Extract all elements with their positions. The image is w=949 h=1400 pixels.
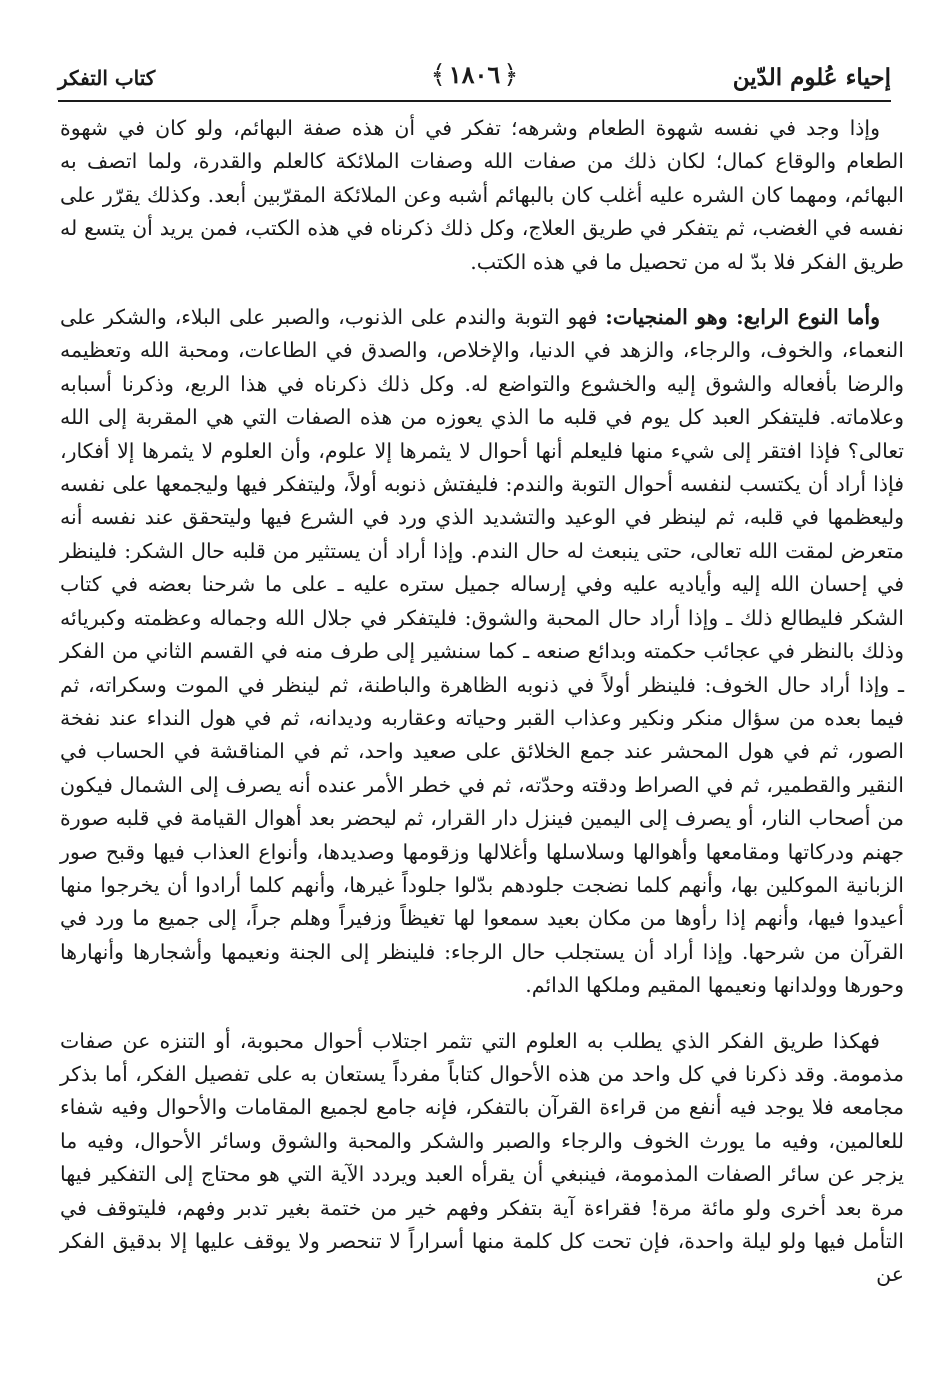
paragraph-heading: وأما النوع الرابع: وهو المنجيات: <box>605 305 881 330</box>
page-number: ١٨٠٦ <box>448 60 501 89</box>
paragraph-text: فهو التوبة والندم على الذنوب، والصبر على البلاء، والشكر على النعماء، والخوف، والرجاء، والزهد في الدنيا، والإخلاص، والصدق في الطاعات، ومحبة الله وتعظيمه والرضا بأفعاله والشوق إليه والخشوع والتواضع له. وكل ذلك ذكرناه في هذا الربع، وذكرنا أسبابه وعلاماته. فليتفكر العبد كل يوم في قلبه ما الذي يعوزه من هذه الصفات التي هي المقربة إلى الله تعالى؟ فإذا افتقر إلى شيء منها فليعلم أنها أحوال لا يثمرها إلا علوم، وأن العلوم لا يثمرها إلا أفكار، فإذا أراد أن يكتسب لنفسه أحوال التوبة والندم: فليفتش ذنوبه أولاً، وليتفكر فيها وليجمعها على نفسه وليعظمها في قلبه، ثم لينظر في الوعيد والتشديد الذي ورد في الشرع فيها وليتحقق عند نفسه أنه متعرض لمقت الله تعالى، حتى ينبعث له حال الندم. وإذا أراد أن يستثير من قلبه حال الشكر: فلينظر في إحسان الله إليه وأياديه عليه وفي إرساله جميل ستره عليه ـ على ما شرحنا بعضه في كتاب الشكر فليطالع ذلك ـ وإذا أراد حال المحبة والشوق: فليتفكر في جلال الله وجماله وعظمته وكبريائه وذلك بالنظر في عجائب حكمته وبدائع صنعه ـ كما سنشير إلى طرف منه في القسم الثاني من الفكر ـ وإذا أراد حال الخوف: فلينظر أولاً في ذنوبه الظاهرة والباطنة، ثم لينظر في الموت وسكراته، ثم فيما بعده من سؤال منكر ونكير وعذاب القبر وحياته وعقاربه وديدانه، ثم في هول النداء عند نفخة الصور، ثم في هول المحشر عند جمع الخلائق على صعيد واحد، ثم في المناقشة في الحساب في النقير والقطمير، ثم في الصراط ودقته وحدّته، ثم في خطر الأمر عنده أنه يصرف إلى الشمال فيكون من أصحاب النار، أو يصرف إلى اليمين فينزل دار القرار، ثم ليحضر بعد أهوال القيامة في قلبه صورة جهنم ودركاتها ومقامعها وأهوالها وسلاسلها وأغلالها وزقومها وصديدها، وأنواع العذاب فيها وقبح صور الزبانية الموكلين بها، وأنهم كلما نضجت جلودهم بدّلوا جلوداً غيرها، وأنهم كلما أرادوا أن يخرجوا منها أعيدوا فيها، وأنهم إذا رأوها من مكان بعيد سمعوا لها تغيظاً وزفيراً وهلم جراً، إلى جميع ما ورد في القرآن من شرحها. وإذا أراد أن يستجلب حال الرجاء: فلينظر إلى الجنة ونعيمها وأشجارها وأنهارها وحورها وولدانها ونعيمها المقيم وملكها الدائم. <box>60 305 904 998</box>
page-body <box>60 112 904 1292</box>
page-header <box>58 58 891 98</box>
section-title: كتاب التفكر <box>58 66 156 90</box>
paragraph <box>60 112 904 279</box>
header-divider <box>58 100 891 102</box>
paragraph <box>60 1025 904 1292</box>
paragraph <box>60 301 904 1003</box>
ornamental-brace-close: ﴾ <box>430 60 446 90</box>
paragraph-text: فهكذا طريق الفكر الذي يطلب به العلوم التي تثمر اجتلاب أحوال محبوبة، أو التنزه عن صفات مذمومة. وقد ذكرنا في كل واحد من هذه الأحوال كتاباً مفرداً يستعان به على تفصيل الفكر، أما بذكر مجامعه فلا يوجد فيه أنفع من قراءة القرآن بالتفكر، فإنه جامع لجميع المقامات والأحوال وفيه شفاء للعالمين، وفيه ما يورث الخوف والرجاء والصبر والشكر والمحبة والشوق وسائر الأحوال، وفيه ما يزجر عن سائر الصفات المذمومة، فينبغي أن يقرأه العبد ويردد الآية التي هو محتاج إلى التفكير فيها مرة بعد أخرى ولو مائة مرة! فقراءة آية بتفكر وفهم خير من ختمة بغير تدبر وفهم، فليتوقف في التأمل فيها ولو ليلة واحدة، فإن تحت كل كلمة منها أسراراً لا تنحصر ولا يوقف عليها إلا بدقيق الفكر عن <box>60 1028 904 1287</box>
ornamental-brace-open: ﴿ <box>503 60 519 90</box>
book-title: إحياء عُلوم الدّين <box>732 64 891 91</box>
page-number-box <box>427 60 521 90</box>
paragraph-text: وإذا وجد في نفسه شهوة الطعام وشرهه؛ تفكر في أن هذه صفة البهائم، ولو كان في شهوة الطعام والوقاع كمال؛ لكان ذلك من صفات الله وصفات الملائكة كالعلم والقدرة، ولما اتصف به البهائم، ومهما كان الشره عليه أغلب كان بالبهائم أشبه وعن الملائكة المقرّبين أبعد. وكذلك يقرّر على نفسه في الغضب، ثم يتفكر في طريق العلاج، وكل ذلك ذكرناه في هذه الكتب، فمن يريد أن يتسع له طريق الفكر فلا بدّ له من تحصيل ما في هذه الكتب. <box>60 116 904 274</box>
